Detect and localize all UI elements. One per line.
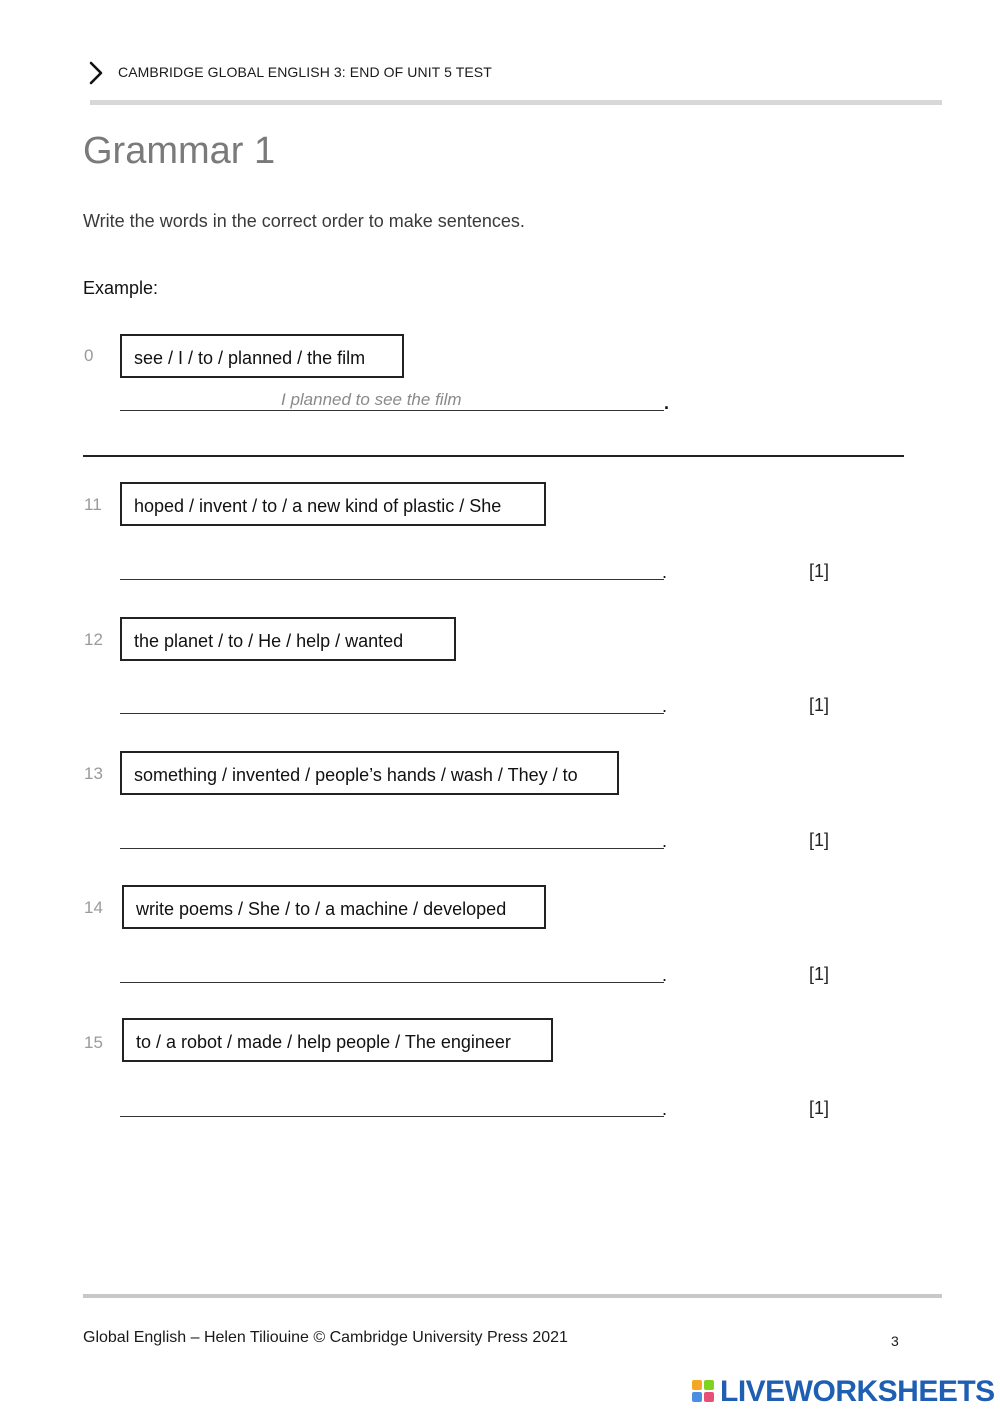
example-answer-line bbox=[120, 410, 664, 411]
question-word-box: hoped / invent / to / a new kind of plastic / She bbox=[120, 482, 546, 526]
grid-cell bbox=[692, 1380, 702, 1390]
header-title: CAMBRIDGE GLOBAL ENGLISH 3: END OF UNIT 5 TEST bbox=[118, 64, 492, 80]
answer-period: . bbox=[662, 831, 668, 851]
question-word-box: something / invented / people’s hands / wash / They / to bbox=[120, 751, 619, 795]
grid-cell bbox=[692, 1392, 702, 1402]
section-title: Grammar 1 bbox=[83, 130, 276, 172]
answer-period: . bbox=[662, 562, 668, 582]
question-number: 15 bbox=[84, 1033, 103, 1052]
question-mark-value: [1] bbox=[809, 964, 830, 984]
grid-cell bbox=[704, 1380, 714, 1390]
example-period: . bbox=[664, 393, 670, 413]
question-number: 13 bbox=[84, 764, 103, 783]
chevron-right-icon bbox=[86, 60, 106, 86]
question-number: 12 bbox=[84, 630, 103, 649]
answer-input-line[interactable] bbox=[120, 1116, 664, 1117]
answer-input-line[interactable] bbox=[120, 579, 664, 580]
question-mark-value: [1] bbox=[809, 695, 830, 715]
answer-period: . bbox=[662, 1099, 668, 1119]
grid-cell bbox=[704, 1392, 714, 1402]
answer-input-line[interactable] bbox=[120, 848, 664, 849]
question-word-box: write poems / She / to / a machine / developed bbox=[122, 885, 546, 929]
answer-input-line[interactable] bbox=[120, 982, 664, 983]
question-mark-value: [1] bbox=[809, 830, 830, 850]
footer-divider bbox=[83, 1294, 942, 1298]
instructions: Write the words in the correct order to make sentences. bbox=[83, 211, 525, 231]
question-word-box: to / a robot / made / help people / The engineer bbox=[122, 1018, 553, 1062]
example-label: Example: bbox=[83, 278, 159, 298]
footer-copyright: Global English – Helen Tiliouine © Cambridge University Press 2021 bbox=[83, 1329, 568, 1346]
question-word-box: the planet / to / He / help / wanted bbox=[120, 617, 456, 661]
answer-input-line[interactable] bbox=[120, 713, 664, 714]
answer-period: . bbox=[662, 965, 668, 985]
liveworksheets-text: LIVEWORKSHEETS bbox=[720, 1375, 995, 1408]
question-mark-value: [1] bbox=[809, 1098, 830, 1118]
liveworksheets-grid-icon bbox=[692, 1380, 714, 1402]
question-number: 11 bbox=[84, 495, 102, 514]
example-number: 0 bbox=[84, 346, 94, 365]
page-number: 3 bbox=[891, 1333, 899, 1349]
example-divider bbox=[83, 455, 904, 457]
answer-period: . bbox=[662, 696, 668, 716]
question-mark-value: [1] bbox=[809, 561, 830, 581]
example-answer: I planned to see the film bbox=[281, 390, 462, 409]
header-divider bbox=[90, 100, 942, 105]
example-word-box: see / I / to / planned / the film bbox=[120, 334, 404, 378]
question-number: 14 bbox=[84, 898, 103, 917]
